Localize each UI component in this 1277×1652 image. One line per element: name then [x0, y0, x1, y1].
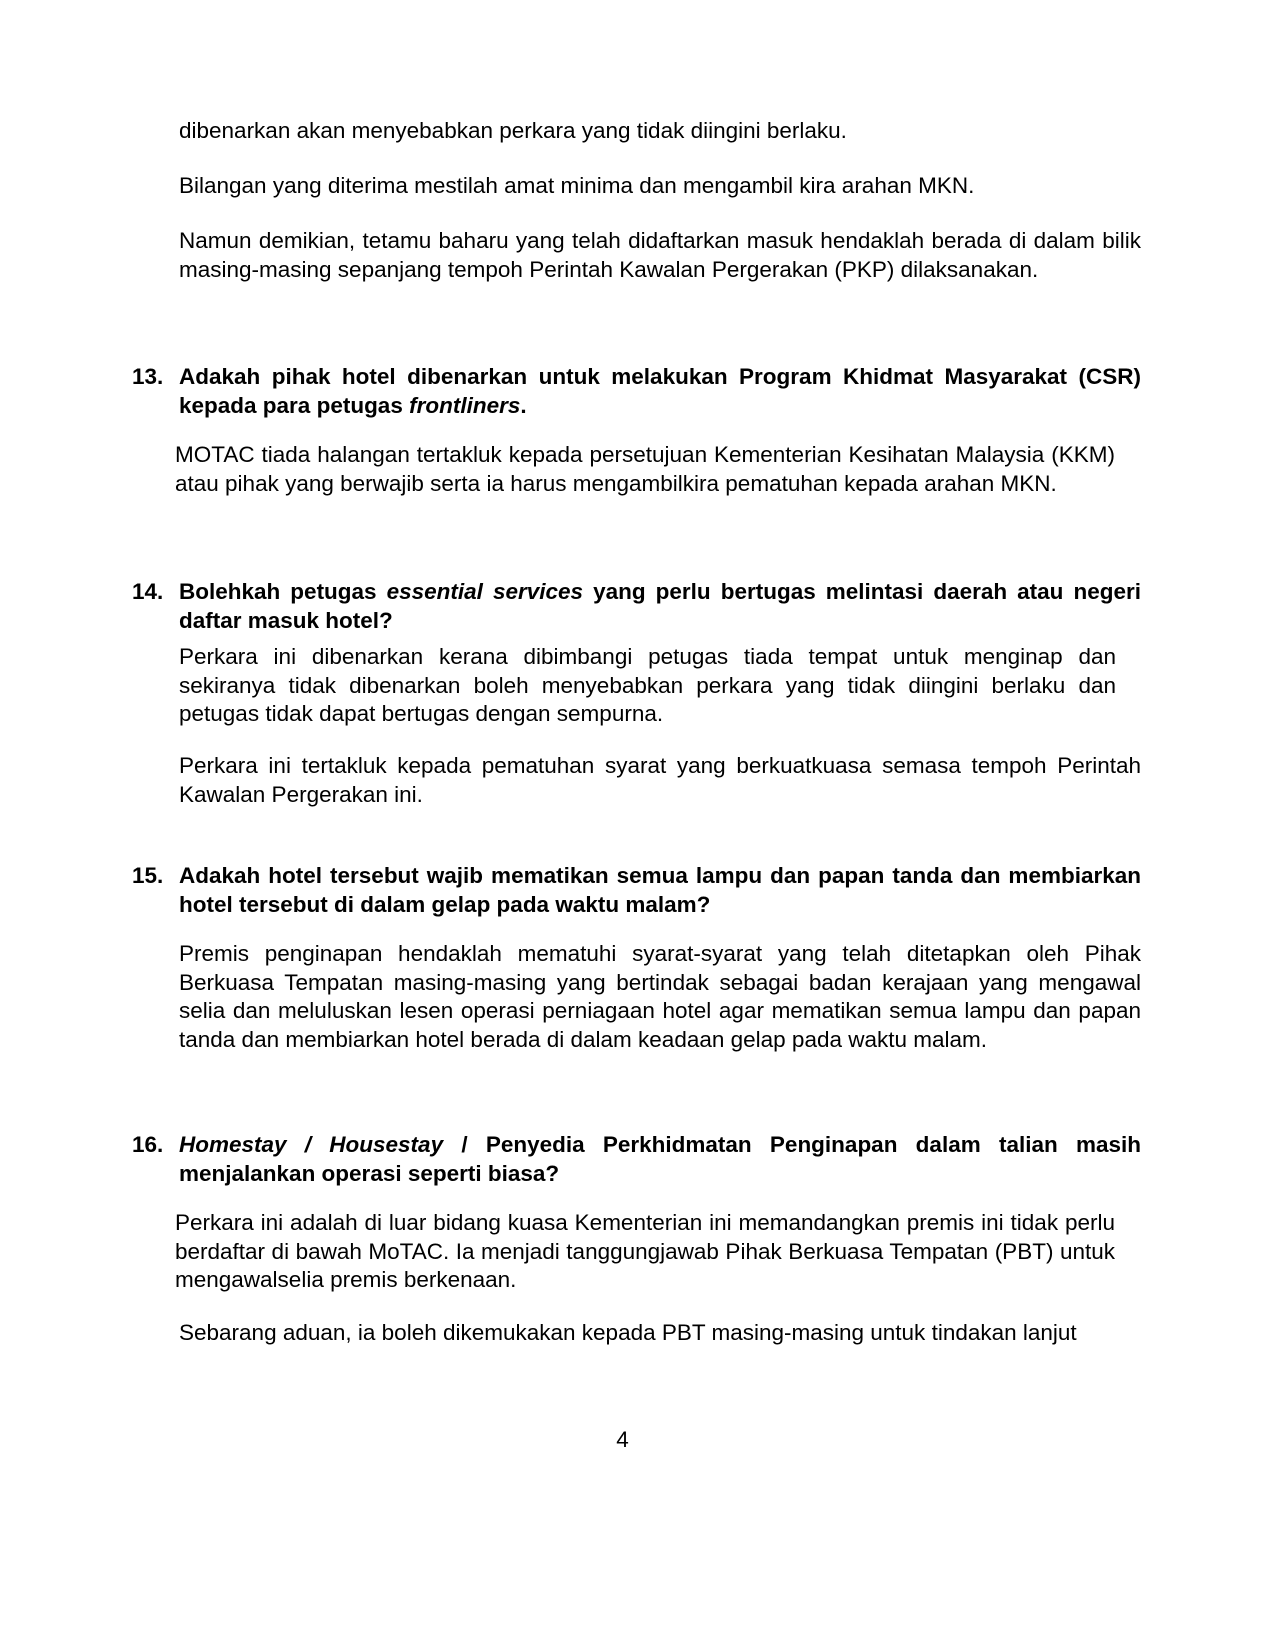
answer-13-paragraph-1: MOTAC tiada halangan tertakluk kepada persetujuan Kementerian Kesihatan Malaysia (KKM) atau pihak yang berwajib serta ia harus mengambilkira pematuhan kepada arahan MKN. — [175, 442, 1115, 496]
intro-paragraph-3: Namun demikian, tetamu baharu yang telah didaftarkan masuk hendaklah berada di dalam bilik masing-masing sepanjang tempoh Perintah Kawalan Pergerakan (PKP) dilaksanakan. — [179, 228, 1141, 282]
question-15-number: 15. — [132, 863, 164, 888]
question-13-text-italic: frontliners — [409, 392, 521, 418]
intro-paragraph-1: dibenarkan akan menyebabkan perkara yang tidak diingini berlaku. — [179, 118, 847, 143]
answer-16-paragraph-1: Perkara ini adalah di luar bidang kuasa Kementerian ini memandangkan premis ini tidak perlu berdaftar di bawah MoTAC. Ia menjadi tanggungjawab Pihak Berkuasa Tempatan (PBT) untuk mengawalselia premis berkenaan. — [175, 1210, 1115, 1292]
page-number: 4 — [616, 1427, 629, 1452]
question-13-heading — [179, 363, 1141, 420]
question-13-text-part2: . — [520, 392, 527, 418]
question-14-text-part1: Bolehkah petugas — [179, 579, 387, 604]
answer-14-paragraph-1: Perkara ini dibenarkan kerana dibimbangi petugas tiada tempat untuk menginap dan sekiranya tidak dibenarkan boleh menyebabkan perkara yang tidak diingini berlaku dan petugas tidak dapat bertugas dengan sempurna. — [179, 644, 1116, 726]
question-15-heading: Adakah hotel tersebut wajib mematikan semua lampu dan papan tanda dan membiarkan hotel tersebut di dalam gelap pada waktu malam? — [179, 863, 1141, 917]
answer-14-paragraph-2: Perkara ini tertakluk kepada pematuhan syarat yang berkuatkuasa semasa tempoh Perintah Kawalan Pergerakan ini. — [179, 753, 1141, 807]
answer-15-paragraph-1: Premis penginapan hendaklah mematuhi syarat-syarat yang telah ditetapkan oleh Pihak Berkuasa Tempatan masing-masing yang bertindak sebagai badan kerajaan yang mengawal selia dan meluluskan lesen operasi perniagaan hotel agar mematikan semua lampu dan papan tanda dan membiarkan hotel berada di dalam keadaan gelap pada waktu malam. — [179, 941, 1141, 1052]
question-14-number: 14. — [132, 579, 164, 604]
question-16-text-part2: / Penyedia Perkhidmatan Penginapan dalam talian masih menjalankan operasi seperti biasa? — [179, 1132, 1141, 1186]
question-16-text-italic: Homestay / Housestay — [179, 1132, 444, 1157]
question-16-heading — [179, 1131, 1141, 1188]
question-16-number: 16. — [132, 1132, 164, 1157]
question-14-heading — [179, 578, 1141, 635]
question-13-text-part1: Adakah pihak hotel dibenarkan untuk melakukan Program Khidmat Masyarakat (CSR) kepada para petugas — [179, 364, 1141, 418]
question-14-text-italic: essential services — [386, 579, 584, 604]
question-14-text-part2: yang perlu bertugas melintasi daerah atau negeri daftar masuk hotel? — [179, 579, 1141, 633]
intro-paragraph-2: Bilangan yang diterima mestilah amat minima dan mengambil kira arahan MKN. — [179, 173, 975, 198]
question-13-number: 13. — [132, 364, 164, 389]
answer-16-paragraph-2: Sebarang aduan, ia boleh dikemukakan kepada PBT masing-masing untuk tindakan lanjut — [179, 1320, 1077, 1345]
